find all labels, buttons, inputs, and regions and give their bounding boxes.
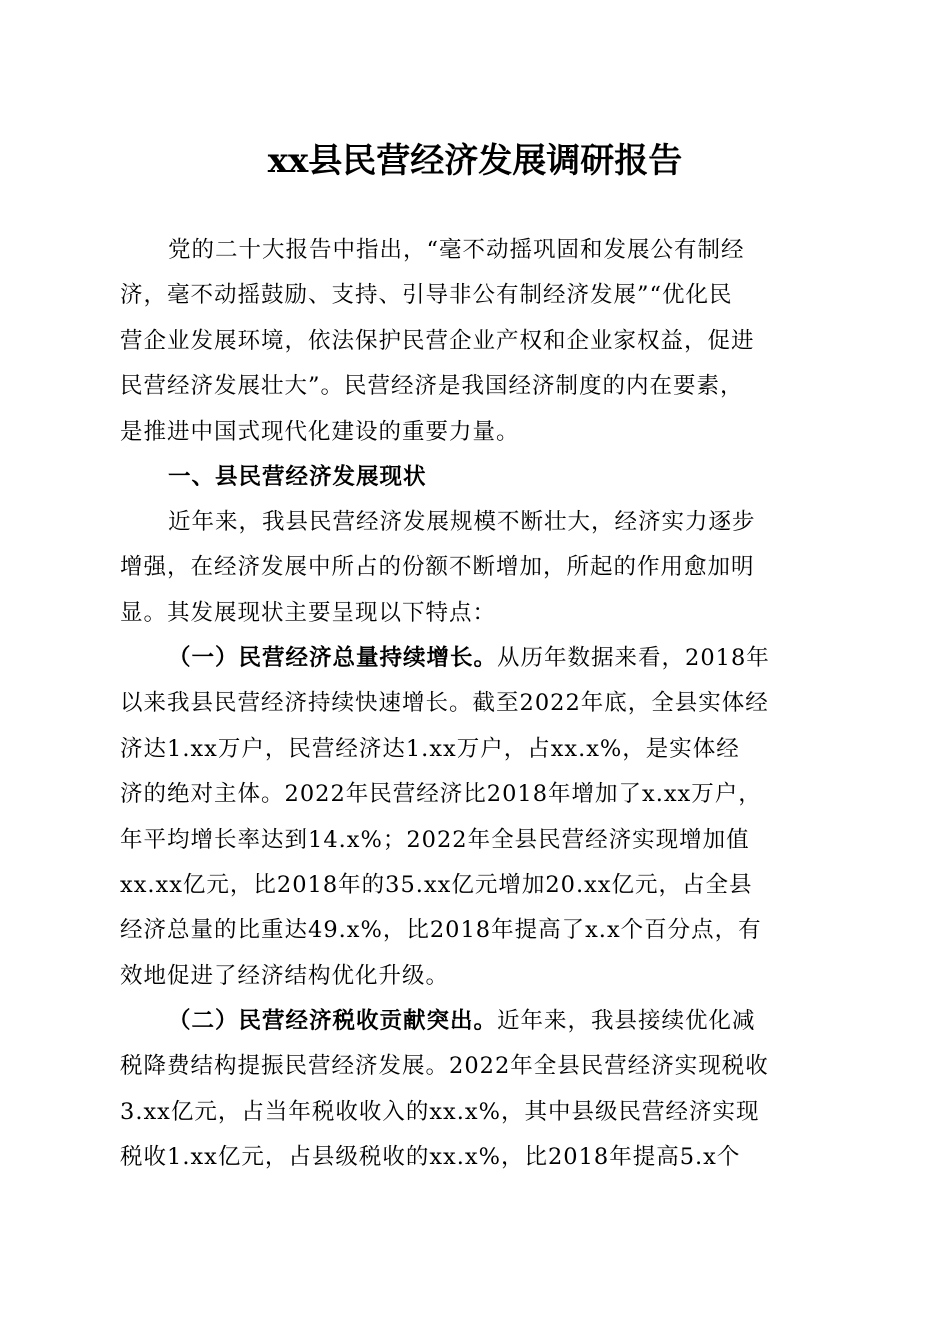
point-one-first-rest: 从历年数据来看，2018年	[497, 645, 770, 671]
text-line: 党的二十大报告中指出，“毫不动摇巩固和发展公有制经	[168, 237, 745, 263]
text-line: 经济总量的比重达49.x%，比2018年提高了x.x个百分点，有	[120, 917, 762, 944]
text-line: 税收1.xx亿元，占县级税收的xx.x%，比2018年提高5.x个	[120, 1144, 741, 1171]
point-one-lead: （一）民营经济总量持续增长。	[168, 645, 498, 671]
text-line: 济达1.xx万户，民营经济达1.xx万户，占xx.x%，是实体经	[120, 735, 740, 762]
intro-paragraph	[120, 228, 832, 455]
text-line: 显。其发展现状主要呈现以下特点：	[120, 599, 497, 626]
text-line: 以来我县民营经济持续快速增长。截至2022年底，全县实体经	[120, 690, 769, 717]
text-line: 济，毫不动摇鼓励、支持、引导非公有制经济发展”“优化民	[120, 282, 733, 309]
text-line: 近年来，我县民营经济发展规模不断壮大，经济实力逐步	[168, 509, 756, 535]
point-two-lead: （二）民营经济税收贡献突出。	[168, 1008, 498, 1034]
text-line: 济的绝对主体。2022年民营经济比2018年增加了x.xx万户，	[120, 781, 762, 808]
point-two-first-rest: 近年来，我县接续优化减	[497, 1008, 756, 1034]
text-line: xx.xx亿元，比2018年的35.xx亿元增加20.xx亿元，占全县	[120, 871, 753, 898]
text-line: 年平均增长率达到14.x%；2022年全县民营经济实现增加值	[120, 826, 750, 853]
point-two-paragraph	[120, 999, 832, 1181]
point-one-paragraph	[120, 636, 832, 999]
text-line: 税降费结构提振民营经济发展。2022年全县民营经济实现税收	[120, 1053, 769, 1080]
text-line: 民营经济发展壮大”。民营经济是我国经济制度的内在要素，	[120, 373, 744, 400]
section-paragraph	[120, 500, 832, 636]
section-heading: 一、县民营经济发展现状	[168, 464, 427, 490]
text-line: 是推进中国式现代化建设的重要力量。	[120, 418, 520, 445]
text-line	[120, 999, 832, 1044]
text-line: 3.xx亿元，占当年税收收入的xx.x%，其中县级民营经济实现	[120, 1098, 760, 1125]
text-line: 营企业发展环境，依法保护民营企业产权和企业家权益，促进	[120, 327, 755, 354]
document-title: xx县民营经济发展调研报告	[267, 141, 683, 181]
text-line	[120, 636, 832, 681]
text-line: 效地促进了经济结构优化升级。	[120, 962, 450, 989]
text-line: 增强，在经济发展中所占的份额不断增加，所起的作用愈加明	[120, 554, 755, 581]
